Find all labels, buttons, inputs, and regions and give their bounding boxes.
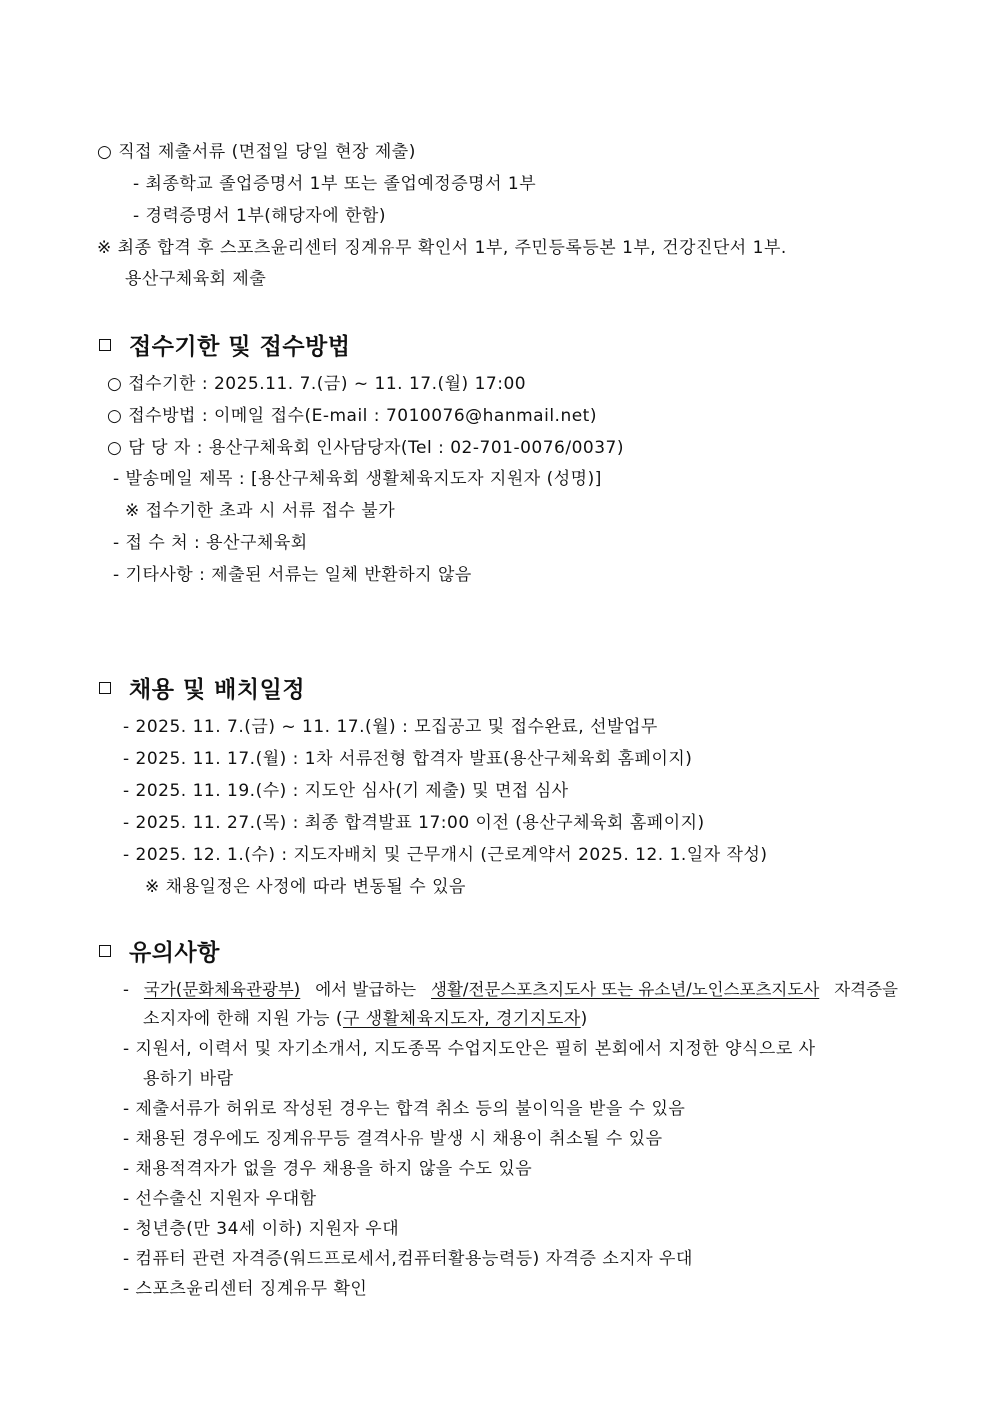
notice-item-3: - 제출서류가 허위로 작성된 경우는 합격 취소 등의 불이익을 받을 수 있음	[123, 1099, 686, 1119]
apply-etc: - 기타사항 : 제출된 서류는 일체 반환하지 않음	[113, 565, 472, 585]
notice-item-2: - 지원서, 이력서 및 자기소개서, 지도종목 수업지도안은 필히 본회에서 지정한 양식으로 사	[123, 1039, 816, 1059]
apply-method: ○ 접수방법 : 이메일 접수(E-mail : 7010076@hanmail.net)	[107, 406, 597, 426]
submission-docs-note-cont: 용산구체육회 제출	[125, 269, 267, 289]
submission-docs-note: ※ 최종 합격 후 스포츠윤리센터 징계유무 확인서 1부, 주민등록등본 1부, 건강진단서 1부.	[97, 238, 787, 258]
schedule-item-2: - 2025. 11. 17.(월) : 1차 서류전형 합격자 발표(용산구체육회 홈페이지)	[123, 749, 693, 769]
square-bullet-icon	[99, 339, 111, 351]
schedule-note: ※ 채용일정은 사정에 따라 변동될 수 있음	[145, 877, 466, 897]
notice-item-1-cont: 소지자에 한해 지원 가능 (구 생활체육지도자, 경기지도자)	[143, 1009, 588, 1029]
submission-doc-item-1: - 최종학교 졸업증명서 1부 또는 졸업예정증명서 1부	[133, 174, 537, 194]
square-bullet-icon	[99, 945, 111, 957]
notice-item-7: - 청년층(만 34세 이하) 지원자 우대	[123, 1219, 400, 1239]
notice-item-4: - 채용된 경우에도 징계유무등 결격사유 발생 시 채용이 취소될 수 있음	[123, 1129, 663, 1149]
notice-item-1: - 국가(문화체육관광부) 에서 발급하는 생활/전문스포츠지도사 또는 유소년/노인스포츠지도사 자격증을	[123, 980, 898, 999]
square-bullet-icon	[99, 682, 111, 694]
submission-doc-item-2: - 경력증명서 1부(해당자에 한함)	[133, 206, 386, 226]
schedule-item-3: - 2025. 11. 19.(수) : 지도안 심사(기 제출) 및 면접 심사	[123, 781, 569, 801]
schedule-item-4: - 2025. 11. 27.(목) : 최종 합격발표 17:00 이전 (용산구체육회 홈페이지)	[123, 813, 705, 833]
apply-contact: ○ 담 당 자 : 용산구체육회 인사담당자(Tel : 02-701-0076/0037)	[107, 438, 624, 458]
schedule-item-5: - 2025. 12. 1.(수) : 지도자배치 및 근무개시 (근로계약서 2025. 12. 1.일자 작성)	[123, 845, 768, 865]
section-schedule-heading: 채용 및 배치일정	[99, 675, 305, 705]
section-notice-heading: 유의사항	[99, 938, 220, 968]
notice-item-5: - 채용적격자가 없을 경우 채용을 하지 않을 수도 있음	[123, 1159, 533, 1179]
apply-late-note: ※ 접수기한 초과 시 서류 접수 불가	[125, 501, 396, 521]
section-apply-heading: 접수기한 및 접수방법	[99, 332, 350, 362]
apply-mail-subject: - 발송메일 제목 : [용산구체육회 생활체육지도자 지원자 (성명)]	[113, 469, 602, 489]
notice-item-2-cont: 용하기 바람	[143, 1069, 234, 1089]
apply-receiver: - 접 수 처 : 용산구체육회	[113, 533, 308, 553]
apply-deadline: ○ 접수기한 : 2025.11. 7.(금) ~ 11. 17.(월) 17:00	[107, 374, 527, 394]
notice-item-8: - 컴퓨터 관련 자격증(워드프로세서,컴퓨터활용능력등) 자격증 소지자 우대	[123, 1249, 693, 1269]
submission-docs-title: ○ 직접 제출서류 (면접일 당일 현장 제출)	[97, 142, 416, 162]
notice-item-9: - 스포츠윤리센터 징계유무 확인	[123, 1279, 368, 1299]
schedule-item-1: - 2025. 11. 7.(금) ~ 11. 17.(월) : 모집공고 및 접수완료, 선발업무	[123, 717, 658, 737]
notice-item-6: - 선수출신 지원자 우대함	[123, 1189, 317, 1209]
